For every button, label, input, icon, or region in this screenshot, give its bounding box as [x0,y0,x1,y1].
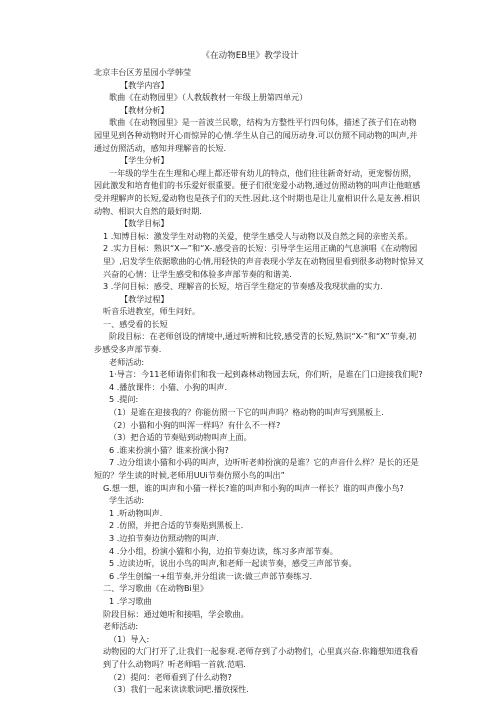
text-line: 歌曲《在动物园里》（人教版教材一年级上册第四单元） [109,92,308,103]
text-line: 7 .边分组读小猫和小码的叫声，边听听老帅扮演的是谁？它的声音什么样？是长的还是短的？学生读的时候,老师用UUi节奏仿照小鸟的叫出” [94,457,419,480]
text-line: （3）把合适的节奏贴到动物叫声上面。 [109,432,252,443]
text-line: 老师活动: [109,356,145,367]
text-line: 2 .仿照，并把合适的节奏贴到黑板上. [109,520,244,531]
text-line: 1 .知博目标：激发学生对动物的关爱，使学生感受人与动物以及自然之间的亲密关系。 [103,230,413,241]
text-line: （1）是谁在迎接我的？你能仿照一下它的叫声吗？格动物的叫声写到黑板上. [109,407,384,418]
text-line: 6 .谁来扮演小猫？谁来扮演小狗? [109,444,229,455]
text-line: 一年级的学生在生理和心理上都还带有幼儿的特点，他们往往新奇好动，更宠髻仿照，因此激发和培育他们的书乐爱好很重要。便子们很宠爱小动物,通过仿照动物的叫声让他暄感受并理解声的长短,爱动物也是孩子们的天性.因此.这个时期也是让儿童相识什么是友善.相识动物、相识大自然的最好时期. [94,167,421,216]
content-lines [94,79,424,696]
text-line: 阶段目标：在老师创设的情境中,通过听辨和比较,感受青的长短,熟识“X-”和“X”节奏,初步感受多声部节奏. [94,331,417,355]
text-line: 二、学习歌曲《在动物Bi里》 [103,583,208,594]
text-line: 【教学过程】 [120,293,169,304]
text-line: 听音乐进教室，师生问好。 [103,306,201,317]
text-line: 4 .分小组，扮演小猫和小狗，边拍节奏边读，练习多声部节奏。 [109,545,338,556]
text-line: 6 .学生创编一+组节奏,并分组读一读:做三声部节奏练习. [109,570,313,581]
text-line: 【教材分析】 [120,104,169,115]
text-line: 5 .提问: [109,394,139,405]
document-body [94,66,424,696]
text-line: 2 .实力目标：熟识“X—”和“X-.感受音的长短：引导学生运用正确的气息演唱《在动物园里》,启发学生依据歌曲的心情,用轻快的声音表现小学友在动物园里看到很多动物时惊异又兴奋的心情：让学生感受和体验多声部节奏的和谐美. [103,243,424,279]
text-line: 老师活动: [103,621,139,632]
text-line: 1·导言：今11老师请你们和我一起到森林动物园去玩，你们听，是谁在门口迎接我们呢? [109,369,423,380]
author-line: 北京丰台区芳星园小学韩莹 [94,67,192,77]
text-line: 3 .边拍节奏边仿照动物的叫声. [109,532,219,543]
text-line: （2）提问：老师看到了什么动物? [109,671,232,682]
text-line: 动物园的大门打开了,让我们一起参观.老师存到了小动物们，心里真兴奋.你籍想知道我看到了什么动物吗？听老师唱一首就.范唱. [103,646,419,669]
text-line: 【学生分析】 [120,155,169,166]
text-line: 5 .边读边听，说出小鸟的叫声,和老师一起读节奏，感受三声部节奏。 [109,558,357,569]
text-line: （2）小猫和小狗的叫浑一样吗？有什么不一样? [109,419,281,430]
text-line: G.想一想，谁的叫声和小猫一样长?谁的叫声和小狗的叫声一样长？谁的叫声像小鸟? [103,482,404,493]
text-line: 阶段目标：通过她听和接唱，学会歌曲。 [103,608,249,619]
text-line: 3 .学问目标：感受、理解音的长短，培百学生稳定的节奏感及我现状曲的实力. [103,281,383,292]
text-line: 一、感受看的长短 [103,318,168,329]
text-line: 1 .听动物叫声. [109,507,163,518]
text-line: （3）我们一起来读读歌词吧.播放探性. [109,684,249,695]
text-line: 歌曲《在动物园里》是一首波兰民歌，结构为方整性平行四句体，描述了孩子们在动物园里见到各种动物时开心而惊异的心情.学生从自己的闻历动身.可以仿照不同动物的叫声,并通过仿照活动，感知并理解音的长短. [94,117,418,153]
text-line: 学生活动: [109,495,145,506]
document-title: 《在动物EB里》教学设计 [201,51,299,61]
text-line: 4 .播放课件：小猫、小狗的叫声. [109,381,228,392]
text-line: （1）导入: [109,633,150,644]
text-line: 【数学目标】 [120,218,169,229]
text-line: 1 .学习歌曲 [109,595,152,606]
text-line: 【教学内容】 [120,79,169,90]
